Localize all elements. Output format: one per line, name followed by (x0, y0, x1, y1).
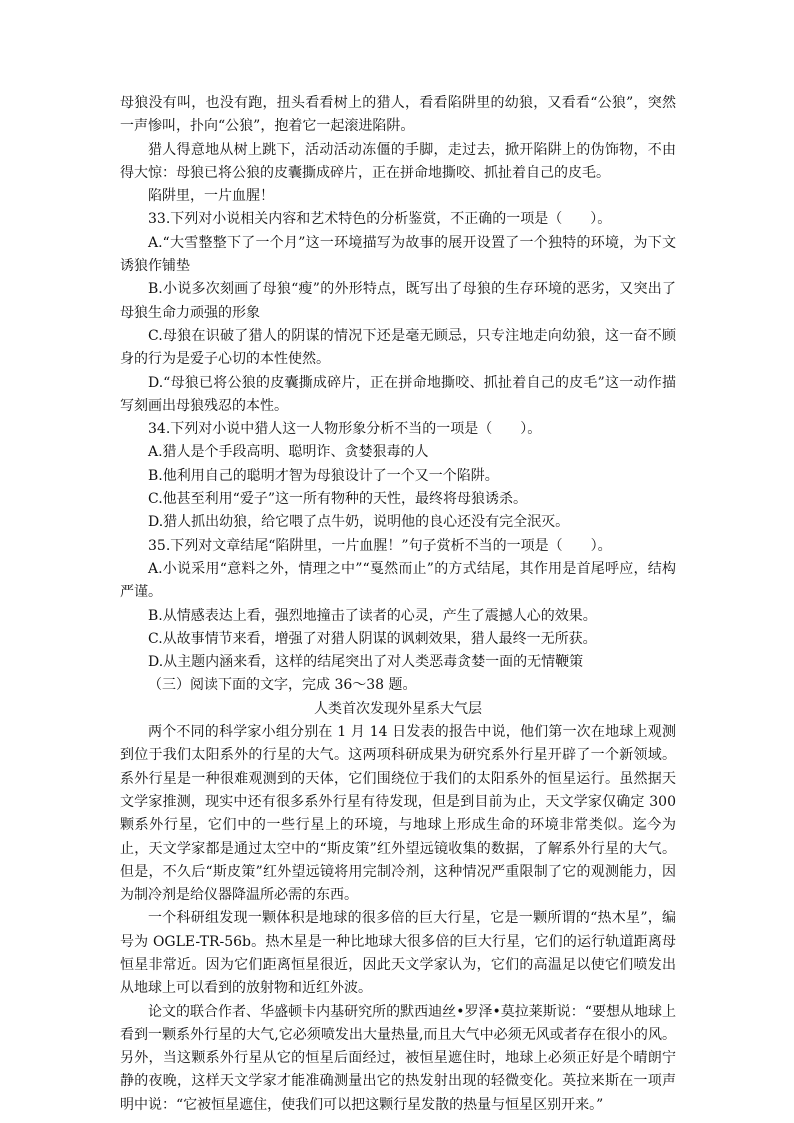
question-34-option-c: C.他甚至利用“爱子”这一所有物种的天性，最终将母狼诱杀。 (148, 491, 527, 508)
document-page (120, 92, 676, 1117)
question-34-option-b: B.他利用自己的聪明才智为母狼设计了一个又一个陷阱。 (148, 467, 499, 484)
question-33-stem: 33.下列对小说相关内容和艺术特色的分析鉴赏，不正确的一项是（ ）。 (148, 211, 612, 228)
question-34-option-d: D.猎人抓出幼狼，给它喂了点牛奶，说明他的良心还没有完全泯灭。 (148, 514, 570, 531)
question-33-option-d: D.“母狼已将公狼的皮囊撕成碎片，正在拼命地撕咬、抓扯着自己的皮毛”这一动作描写刻画出母狼残忍的本性。 (120, 374, 676, 414)
story-paragraph-1: 母狼没有叫，也没有跑，扭头看看树上的猎人，看看陷阱里的幼狼，又看看“公狼”，突然一声惨叫，扑向“公狼”，抱着它一起滚进陷阱。 (120, 95, 676, 135)
article-paragraph-3: 论文的联合作者、华盛顿卡内基研究所的默西迪丝•罗泽•莫拉莱斯说：“要想从地球上看到一颗系外行星的大气,它必须喷发出大量热量,而且大气中必须无风或者存在很小的风。另外，当这颗系外行星从它的恒星后面经过，被恒星遮住时，地球上必须正好是个晴朗宁静的夜晚，这样天文学家才能准确测量出它的热发射出现的轻微变化。英拉来斯在一项声明中说：“它被恒星遮住，使我们可以把这颗行星发散的热量与恒星区别开来。” (120, 1003, 676, 1113)
article-title: 人类首次发现外星系大气层 (314, 700, 482, 717)
question-34-option-a: A.猎人是个手段高明、聪明诈、贪婪狠毒的人 (148, 444, 429, 461)
question-33-option-b: B.小说多次刻画了母狼“瘦”的外形特点，既写出了母狼的生存环境的恶劣，又突出了母狼生命力顽强的形象 (120, 281, 676, 321)
question-35-stem: 35.下列对文章结尾“陷阱里，一片血腥！”句子赏析不当的一项是（ ）。 (148, 537, 612, 554)
question-35-option-d: D.从主题内涵来看，这样的结尾突出了对人类恶毒贪婪一面的无情鞭策 (148, 654, 584, 671)
question-33-option-c: C.母狼在识破了猎人的阴谋的情况下还是毫无顾忌，只专注地走向幼狼，这一奋不顾身的行为是爱子心切的本性使然。 (120, 327, 676, 368)
article-paragraph-2: 一个科研组发现一颗体积是地球的很多倍的巨大行星，它是一颗所谓的“热木星”，编号为 OGLE-TR-56b。热木星是一种比地球大很多倍的巨大行星，它们的运行轨道距离母恒星非常近。因为它们距离恒星很近，因此天文学家认为，它们的高温足以使它们喷发出从地球上可以看到的放射物和近红外波。 (120, 910, 676, 997)
story-paragraph-2: 猎人得意地从树上跳下，活动活动冻僵的手脚，走过去，掀开陷阱上的伪饰物，不由得大惊：母狼已将公狼的皮囊撕成碎片，正在拼命地撕咬、抓扯着自己的皮毛。 (120, 141, 676, 181)
question-35-option-b: B.从情感表达上看，强烈地撞击了读者的心灵，产生了震撼人心的效果。 (148, 607, 597, 624)
section-3-intro: （三）阅读下面的文字，完成 36～38 题。 (148, 677, 417, 694)
question-33-option-a: A.“大雪整整下了一个月”这一环境描写为故事的展开设置了一个独特的环境，为下文诱狼作铺垫 (120, 234, 676, 275)
question-35-option-c: C.从故事情节来看，增强了对猎人阴谋的讽刺效果，猎人最终一无所获。 (148, 630, 597, 647)
article-paragraph-1: 两个不同的科学家小组分别在 1 月 14 日发表的报告中说，他们第一次在地球上观测到位于我们太阳系外的行星的大气。这两项科研成果为研究系外行星开辟了一个新领域。系外行星是一种很难观测到的天体，它们围绕位于我们的太阳系外的恒星运行。虽然据天文学家推测，现实中还有很多系外行星有待发现，但是到目前为止，天文学家仅确定 300 颗系外行星，它们中的一些行星上的环境，与地球上形成生命的环境非常类似。迄今为止，天文学家都是通过太空中的“斯皮策”红外望远镜收集的数据，了解系外行星的大气。但是，不久后“斯皮策”红外望远镜将用完制冷剂，这种情况严重限制了它的观测能力，因为制冷剂是给仪器降温所必需的东西。 (120, 724, 676, 904)
question-34-stem: 34.下列对小说中猎人这一人物形象分析不当的一项是（ ）。 (148, 421, 542, 438)
question-35-option-a: A.小说采用“意料之外，情理之中”“戛然而止”的方式结尾，其作用是首尾呼应，结构严谨。 (120, 560, 676, 601)
story-paragraph-3: 陷阱里，一片血腥！ (148, 188, 274, 205)
